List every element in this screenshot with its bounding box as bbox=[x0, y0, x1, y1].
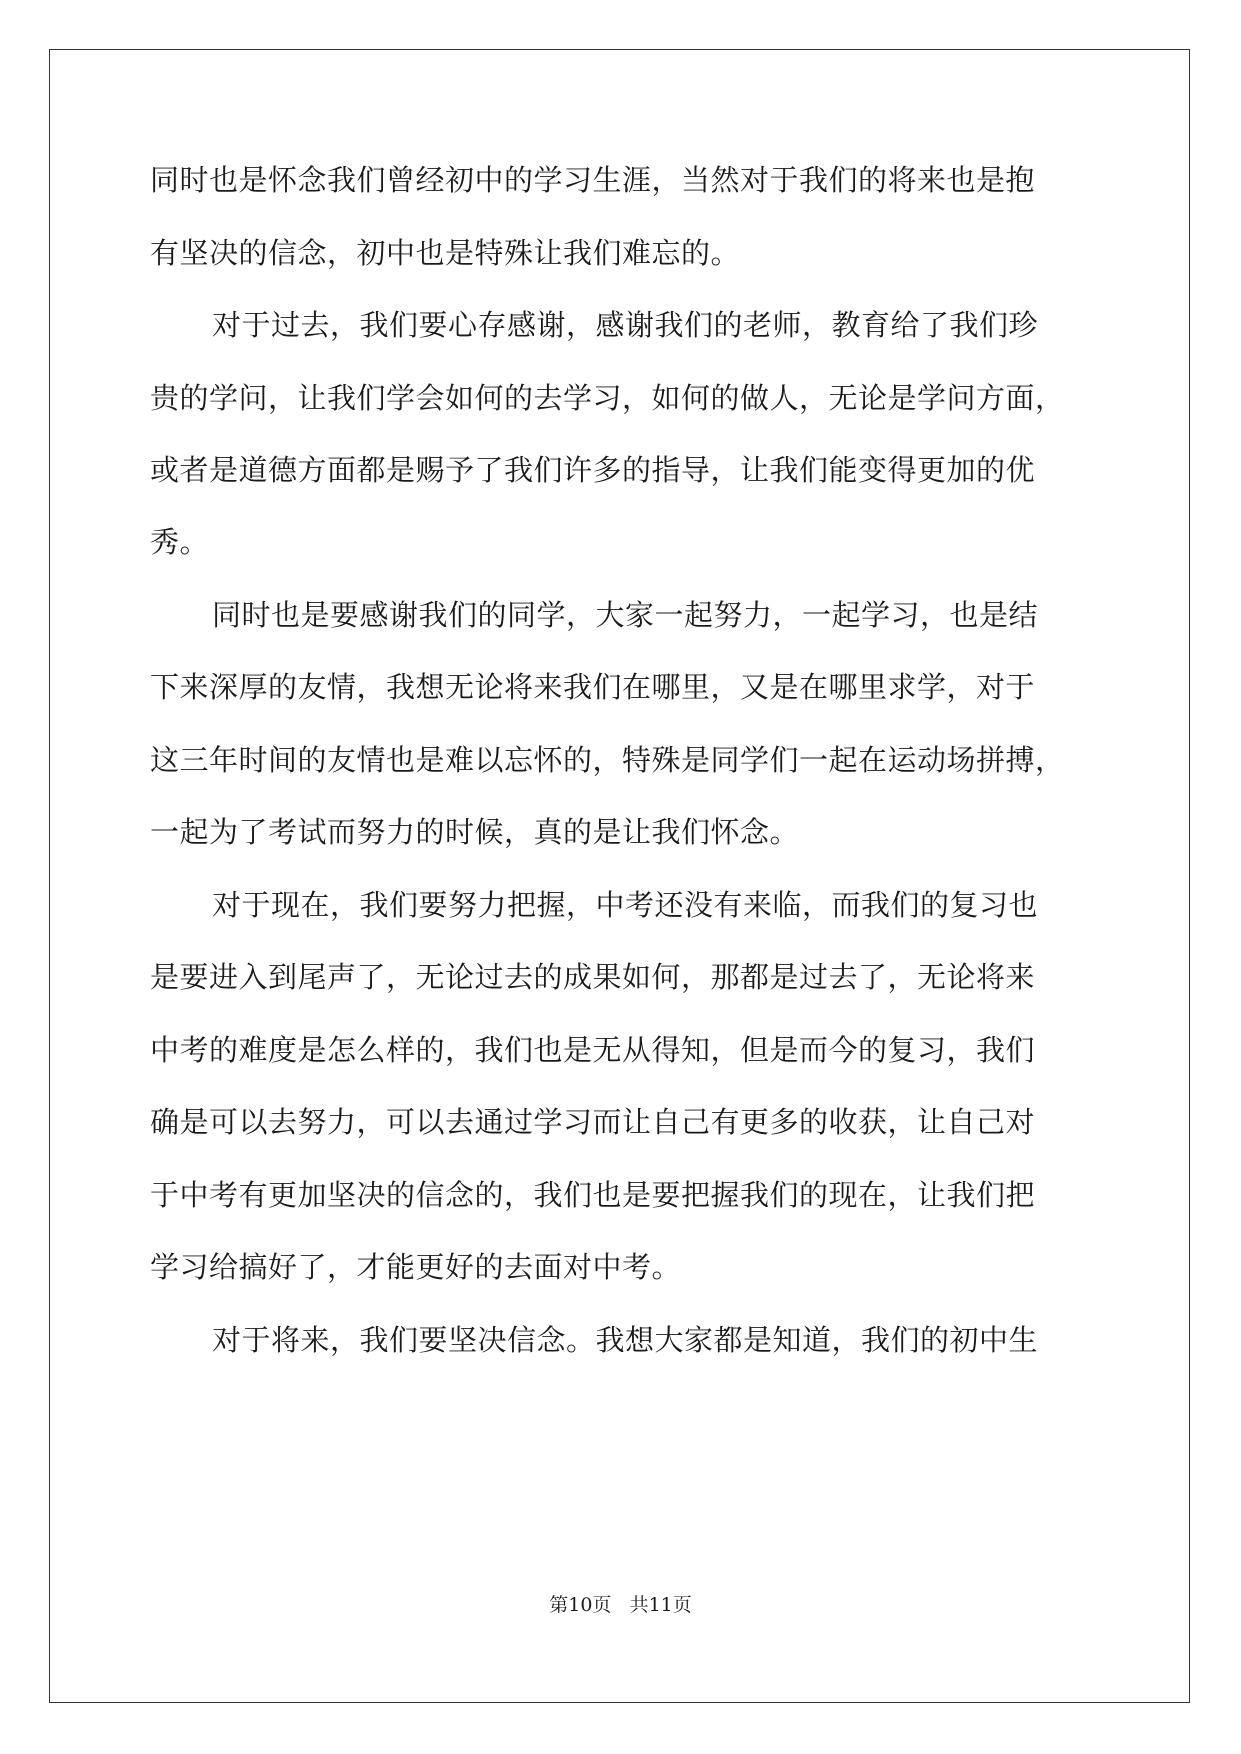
text-line: 是要进入到尾声了，无论过去的成果如何，那都是过去了，无论将来 bbox=[150, 960, 1036, 994]
text-line: 确是可以去努力，可以去通过学习而让自己有更多的收获，让自己对 bbox=[150, 1105, 1036, 1139]
text-line: 对于将来，我们要坚决信念。我想大家都是知道，我们的初中生 bbox=[212, 1323, 1039, 1357]
text-line: 或者是道德方面都是赐予了我们许多的指导，让我们能变得更加的优 bbox=[150, 453, 1036, 487]
text-line: 秀。 bbox=[150, 525, 210, 559]
text-line: 下来深厚的友情，我想无论将来我们在哪里，又是在哪里求学，对于 bbox=[150, 670, 1036, 704]
text-line: 贵的学问，让我们学会如何的去学习，如何的做人，无论是学问方面， bbox=[150, 381, 1065, 415]
page-footer bbox=[0, 1593, 1241, 1617]
text-line: 对于现在，我们要努力把握，中考还没有来临，而我们的复习也 bbox=[212, 888, 1039, 922]
text-line: 这三年时间的友情也是难以忘怀的，特殊是同学们一起在运动场拼搏， bbox=[150, 743, 1065, 777]
text-line: 同时也是怀念我们曾经初中的学习生涯，当然对于我们的将来也是抱 bbox=[150, 163, 1036, 197]
text-line: 同时也是要感谢我们的同学，大家一起努力，一起学习，也是结 bbox=[212, 598, 1039, 632]
page-number: 第10页 bbox=[549, 1594, 612, 1616]
text-line: 学习给搞好了，才能更好的去面对中考。 bbox=[150, 1250, 682, 1284]
page-border bbox=[49, 49, 1190, 1703]
text-line: 有坚决的信念，初中也是特殊让我们难忘的。 bbox=[150, 236, 741, 270]
text-line: 于中考有更加坚决的信念的，我们也是要把握我们的现在，让我们把 bbox=[150, 1178, 1036, 1212]
text-line: 一起为了考试而努力的时候，真的是让我们怀念。 bbox=[150, 815, 800, 849]
total-pages: 共11页 bbox=[629, 1594, 692, 1616]
text-line: 对于过去，我们要心存感谢，感谢我们的老师，教育给了我们珍 bbox=[212, 308, 1039, 342]
text-line: 中考的难度是怎么样的，我们也是无从得知，但是而今的复习，我们 bbox=[150, 1033, 1036, 1067]
